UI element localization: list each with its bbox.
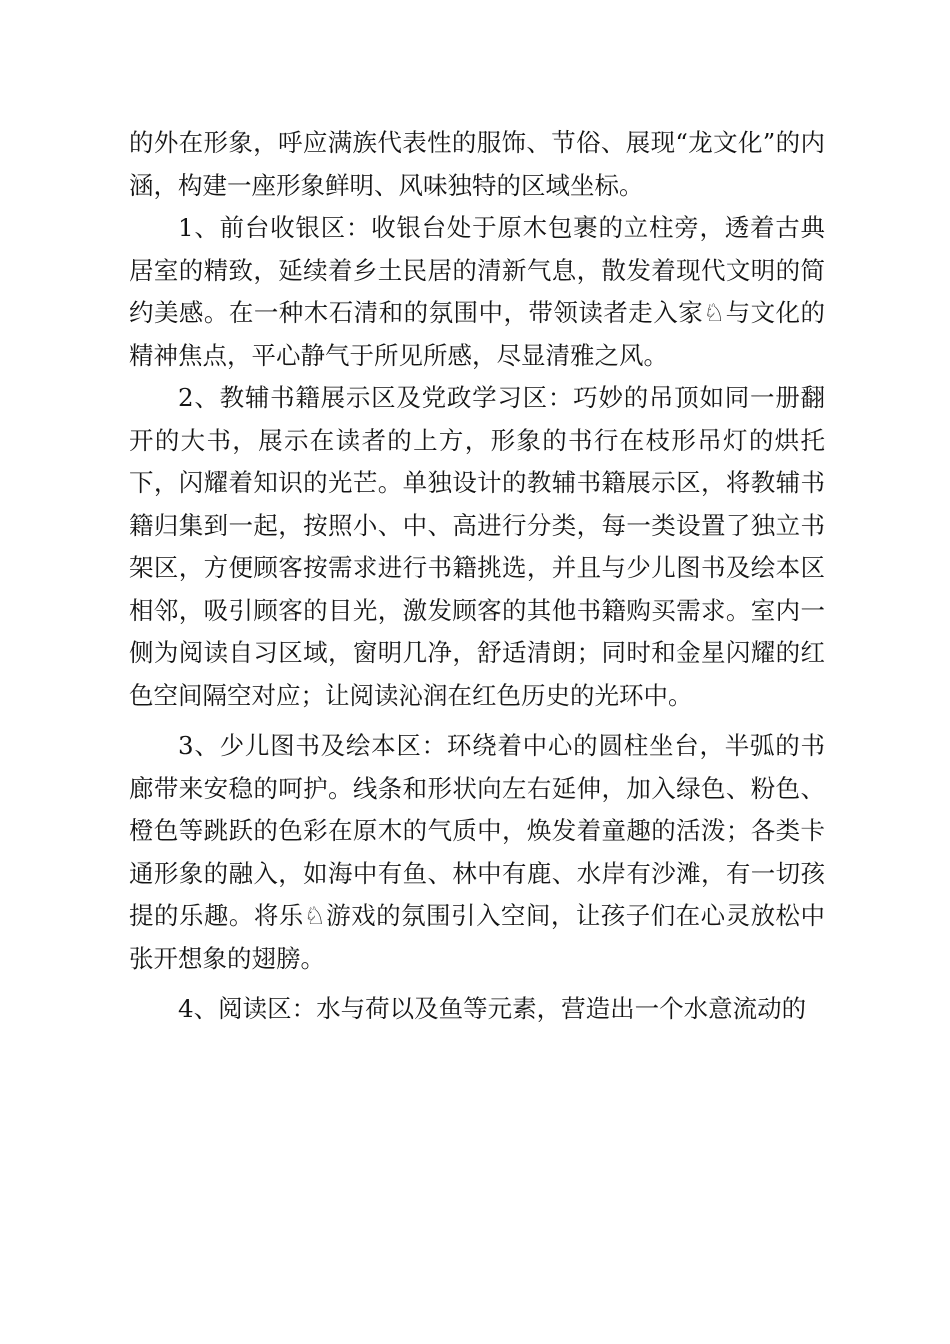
paragraph-children-picture-book-area: 3、少儿图书及绘本区：环绕着中心的圆柱坐台，半弧的书廊带来安稳的呵护。线条和形状向左右延伸，加入绿色、粉色、橙色等跳跃的色彩在原木的气质中，焕发着童趣的活泼；各类卡通形象的融入，如海中有鱼、林中有鹿、水岸有沙滩，有一切孩提的乐趣。将乐♘游戏的氛围引入空间，让孩子们在心灵放松中张开想象的翅膀。 <box>129 731 825 973</box>
paragraph-intro-continuation: 的外在形象，呼应满族代表性的服饰、节俗、展现“龙文化”的内涵，构建一座形象鲜明、风味独特的区域坐标。 <box>129 128 825 200</box>
document-body <box>129 122 825 1031</box>
paragraph-textbook-display-area: 2、教辅书籍展示区及党政学习区：巧妙的吊顶如同一册翻开的大书，展示在读者的上方，形象的书行在枝形吊灯的烘托下，闪耀着知识的光芒。单独设计的教辅书籍展示区，将教辅书籍归集到一起，按照小、中、高进行分类，每一类设置了独立书架区，方便顾客按需求进行书籍挑选，并且与少儿图书及绘本区相邻，吸引顾客的目光，激发顾客的其他书籍购买需求。室内一侧为阅读自习区域，窗明几净，舒适清朗；同时和金星闪耀的红色空间隔空对应；让阅读沁润在红色历史的光环中。 <box>129 383 825 710</box>
paragraph-front-desk-area: 1、前台收银区：收银台处于原木包裹的立柱旁，透着古典居室的精致，延续着乡土民居的清新气息，散发着现代文明的简约美感。在一种木石清和的氛围中，带领读者走入家♘与文化的精神焦点，平心静气于所见所感，尽显清雅之风。 <box>129 213 825 370</box>
paragraph-reading-area: 4、阅读区：水与荷以及鱼等元素，营造出一个水意流动的 <box>178 994 807 1023</box>
